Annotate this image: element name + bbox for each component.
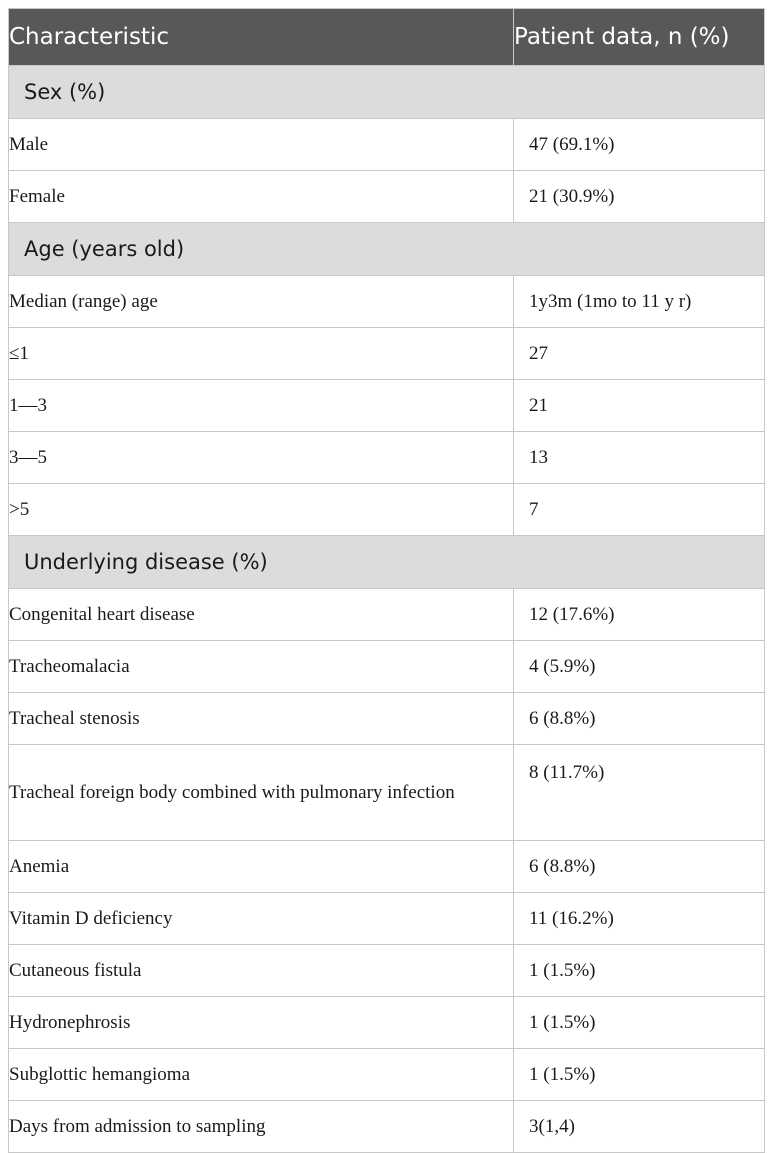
section-row-disease	[9, 536, 765, 589]
row-label: 1—3	[9, 380, 514, 432]
section-title-age: Age (years old)	[9, 223, 765, 276]
row-label: 3—5	[9, 432, 514, 484]
row-label: Male	[9, 119, 514, 171]
table-row	[9, 693, 765, 745]
row-value: 3(1,4)	[514, 1101, 765, 1153]
row-value: 11 (16.2%)	[514, 893, 765, 945]
row-value: 13	[514, 432, 765, 484]
patient-characteristics-table	[8, 8, 765, 1153]
row-value: 7	[514, 484, 765, 536]
table-row	[9, 589, 765, 641]
row-label: Days from admission to sampling	[9, 1101, 514, 1153]
section-title-sex: Sex (%)	[9, 66, 765, 119]
table-header-row	[9, 9, 765, 66]
row-label: Tracheal foreign body combined with pulmonary infection	[9, 745, 514, 841]
section-title-disease: Underlying disease (%)	[9, 536, 765, 589]
row-value: 1 (1.5%)	[514, 997, 765, 1049]
row-value: 47 (69.1%)	[514, 119, 765, 171]
row-value: 6 (8.8%)	[514, 693, 765, 745]
table-row	[9, 119, 765, 171]
row-label: >5	[9, 484, 514, 536]
header-patient-data: Patient data, n (%)	[514, 9, 765, 66]
row-label: Vitamin D deficiency	[9, 893, 514, 945]
table-row	[9, 1049, 765, 1101]
row-label: Tracheal stenosis	[9, 693, 514, 745]
section-row-sex	[9, 66, 765, 119]
row-value: 12 (17.6%)	[514, 589, 765, 641]
row-value: 21	[514, 380, 765, 432]
row-label: Hydronephrosis	[9, 997, 514, 1049]
header-characteristic: Characteristic	[9, 9, 514, 66]
table-row	[9, 276, 765, 328]
row-label: Subglottic hemangioma	[9, 1049, 514, 1101]
row-value: 8 (11.7%)	[514, 745, 765, 841]
table-row	[9, 641, 765, 693]
table-row	[9, 432, 765, 484]
row-label: Cutaneous fistula	[9, 945, 514, 997]
row-label: Congenital heart disease	[9, 589, 514, 641]
row-label: Median (range) age	[9, 276, 514, 328]
row-value: 21 (30.9%)	[514, 171, 765, 223]
row-value: 1 (1.5%)	[514, 1049, 765, 1101]
section-row-age	[9, 223, 765, 276]
table-row	[9, 484, 765, 536]
table-row	[9, 380, 765, 432]
row-label: Tracheomalacia	[9, 641, 514, 693]
row-value: 6 (8.8%)	[514, 841, 765, 893]
table-row	[9, 893, 765, 945]
row-label: Anemia	[9, 841, 514, 893]
row-value: 4 (5.9%)	[514, 641, 765, 693]
table-row-days-to-sampling	[9, 1101, 765, 1153]
table-row	[9, 171, 765, 223]
row-value: 1y3m (1mo to 11 y r)	[514, 276, 765, 328]
row-label: ≤1	[9, 328, 514, 380]
table-row	[9, 841, 765, 893]
table-row	[9, 328, 765, 380]
table-row	[9, 945, 765, 997]
row-label: Female	[9, 171, 514, 223]
row-value: 1 (1.5%)	[514, 945, 765, 997]
row-value: 27	[514, 328, 765, 380]
table-row	[9, 997, 765, 1049]
table-row	[9, 745, 765, 841]
